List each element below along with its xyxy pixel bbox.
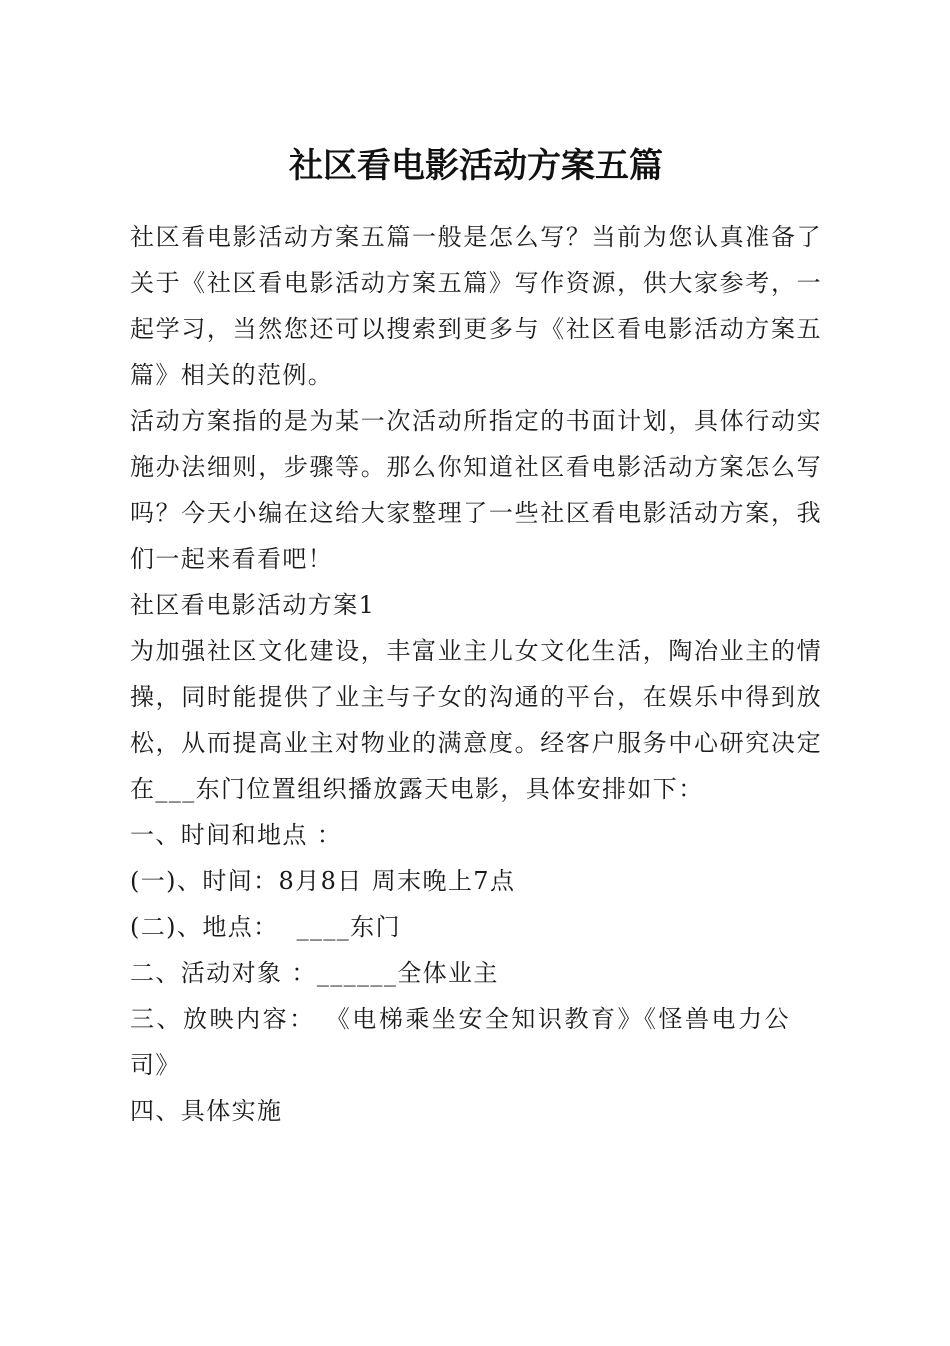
item-screening-content: 三、放映内容： 《电梯乘坐安全知识教育》《怪兽电力公司》 xyxy=(130,1005,790,1079)
item-time: (一)、时间：8月8日 周末晚上7点 xyxy=(130,867,516,895)
plan-1-purpose-paragraph: 为加强社区文化建设，丰富业主儿女文化生活，陶冶业主的情操，同时能提供了业主与子女的沟通的平台，在娱乐中得到放松，从而提高业主对物业的满意度。经客户服务中心研究决定在___东门位置组织播放露天电影，具体安排如下： xyxy=(130,637,822,803)
item-audience: 二、活动对象 ：______全体业主 xyxy=(130,959,499,987)
section-heading-plan-1: 社区看电影活动方案1 xyxy=(130,591,376,619)
document-title: 社区看电影活动方案五篇 xyxy=(289,146,663,186)
document-body xyxy=(130,214,822,1134)
item-implementation: 四、具体实施 xyxy=(130,1097,283,1125)
item-time-and-place: 一、时间和地点 ： xyxy=(130,821,343,849)
intro-paragraph: 社区看电影活动方案五篇一般是怎么写？当前为您认真准备了关于《社区看电影活动方案五篇》写作资源，供大家参考，一起学习，当然您还可以搜索到更多与《社区看电影活动方案五篇》相关的范例。 xyxy=(130,223,822,389)
item-place: (二)、地点： ____东门 xyxy=(130,913,401,941)
definition-paragraph: 活动方案指的是为某一次活动所指定的书面计划，具体行动实施办法细则，步骤等。那么你知道社区看电影活动方案怎么写吗？今天小编在这给大家整理了一些社区看电影活动方案，我们一起来看看吧！ xyxy=(130,407,822,573)
